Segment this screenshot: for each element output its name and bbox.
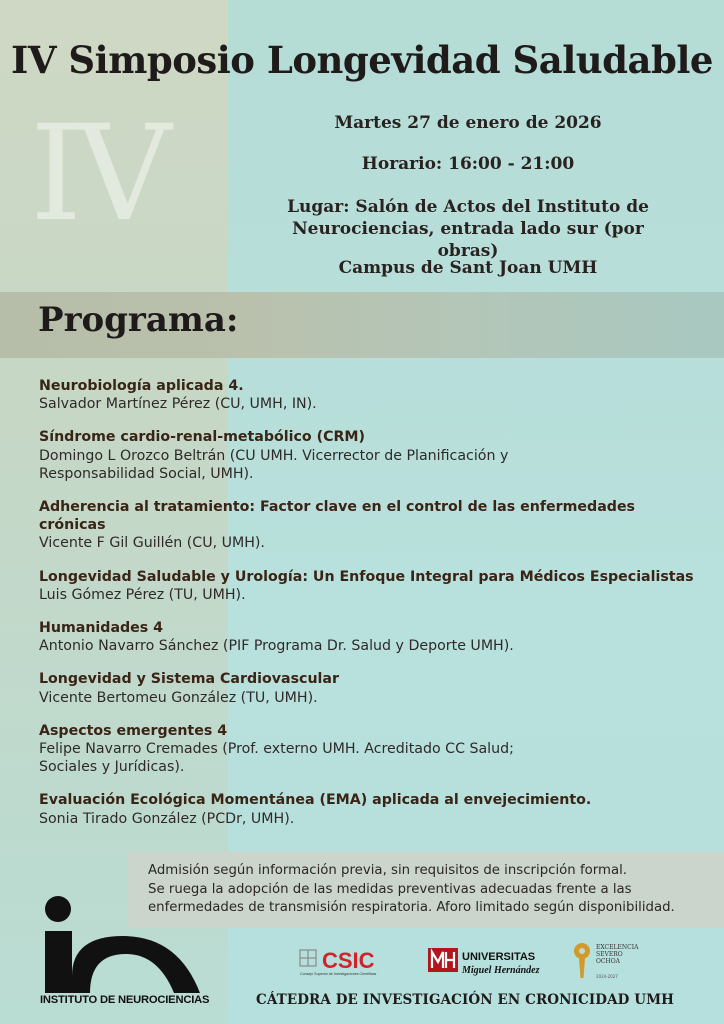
program-item <box>39 428 699 483</box>
program-item-speaker: Domingo L Orozco Beltrán (CU UMH. Vicerrector de Planificación y Responsabilidad Social, UMH). <box>39 447 509 482</box>
program-item <box>39 791 699 827</box>
notice-line2: Se ruega la adopción de las medidas preventivas adecuadas frente a las <box>148 881 632 897</box>
program-item <box>39 619 699 655</box>
program-item-speaker: Antonio Navarro Sánchez (PIF Programa Dr. Salud y Deporte UMH). <box>39 638 514 655</box>
notice-line3: enfermedades de transmisión respiratoria. Aforo limitado según disponibilidad. <box>148 900 675 915</box>
program-heading: Programa: <box>38 300 239 340</box>
institute-name: INSTITUTO DE NEUROCIENCIAS <box>40 994 210 1006</box>
csic-subtitle: Consejo Superior de Investigaciones Científicas <box>300 972 377 976</box>
admission-notice <box>128 852 724 928</box>
event-place-line1: Lugar: Salón de Actos del Instituto de <box>287 197 649 217</box>
program-item <box>39 498 699 553</box>
program-item <box>39 722 699 777</box>
program-list <box>39 377 699 843</box>
umh-top-text: UNIVERSITAS <box>462 951 536 963</box>
event-campus: Campus de Sant Joan UMH <box>338 258 598 278</box>
program-item <box>39 670 699 706</box>
program-item-speaker: Salvador Martínez Pérez (CU, UMH, IN). <box>39 396 317 413</box>
severo-ochoa-logo-icon <box>570 940 650 982</box>
so-line3: OCHOA <box>596 958 620 965</box>
roman-numeral-watermark: IV <box>30 97 166 251</box>
program-item <box>39 568 699 604</box>
program-item-title: Neurobiología aplicada 4. <box>39 378 244 394</box>
program-item-title: Adherencia al tratamiento: Factor clave en el control de las enfermedades crónicas <box>39 499 636 534</box>
program-item <box>39 377 699 413</box>
program-item-title: Aspectos emergentes 4 <box>39 722 228 739</box>
umh-logo-icon <box>428 944 540 978</box>
program-item-speaker: Sonia Tirado González (PCDr, UMH). <box>39 810 295 827</box>
event-date: Martes 27 de enero de 2026 <box>334 113 602 133</box>
notice-line1: Admisión según información previa, sin requisitos de inscripción formal. <box>148 863 628 878</box>
csic-logo-icon <box>298 944 402 978</box>
program-item-speaker: Vicente F Gil Guillén (CU, UMH). <box>39 535 265 552</box>
so-years: 2024-2027 <box>596 974 618 979</box>
page-title: IV Simposio Longevidad Saludable <box>11 38 713 82</box>
program-item-speaker: Felipe Navarro Cremades (Prof. externo UMH. Acreditado CC Salud; Sociales y Jurídicas). <box>39 741 514 776</box>
program-item-title: Evaluación Ecológica Momentánea (EMA) aplicada al envejecimiento. <box>39 792 592 809</box>
program-item-title: Longevidad Saludable y Urología: Un Enfoque Integral para Médicos Especialistas <box>39 568 694 585</box>
program-item-title: Humanidades 4 <box>39 620 164 637</box>
event-time: Horario: 16:00 - 21:00 <box>361 154 575 174</box>
so-line1: EXCELENCIA <box>596 944 639 951</box>
csic-text: CSIC <box>322 948 375 973</box>
program-item-speaker: Luis Gómez Pérez (TU, UMH). <box>39 586 246 603</box>
event-place-line2: Neurociencias, entrada lado sur (por obras) <box>292 219 644 261</box>
event-place <box>270 196 666 262</box>
so-line2: SEVERO <box>596 951 623 958</box>
program-item-title: Longevidad y Sistema Cardiovascular <box>39 671 339 688</box>
program-item-title: Síndrome cardio-renal-metabólico (CRM) <box>39 429 366 446</box>
chair-name: CÁTEDRA DE INVESTIGACIÓN EN CRONICIDAD UMH <box>256 992 675 1008</box>
umh-bottom-text: Miguel Hernández <box>462 965 540 976</box>
program-item-speaker: Vicente Bertomeu González (TU, UMH). <box>39 689 318 706</box>
